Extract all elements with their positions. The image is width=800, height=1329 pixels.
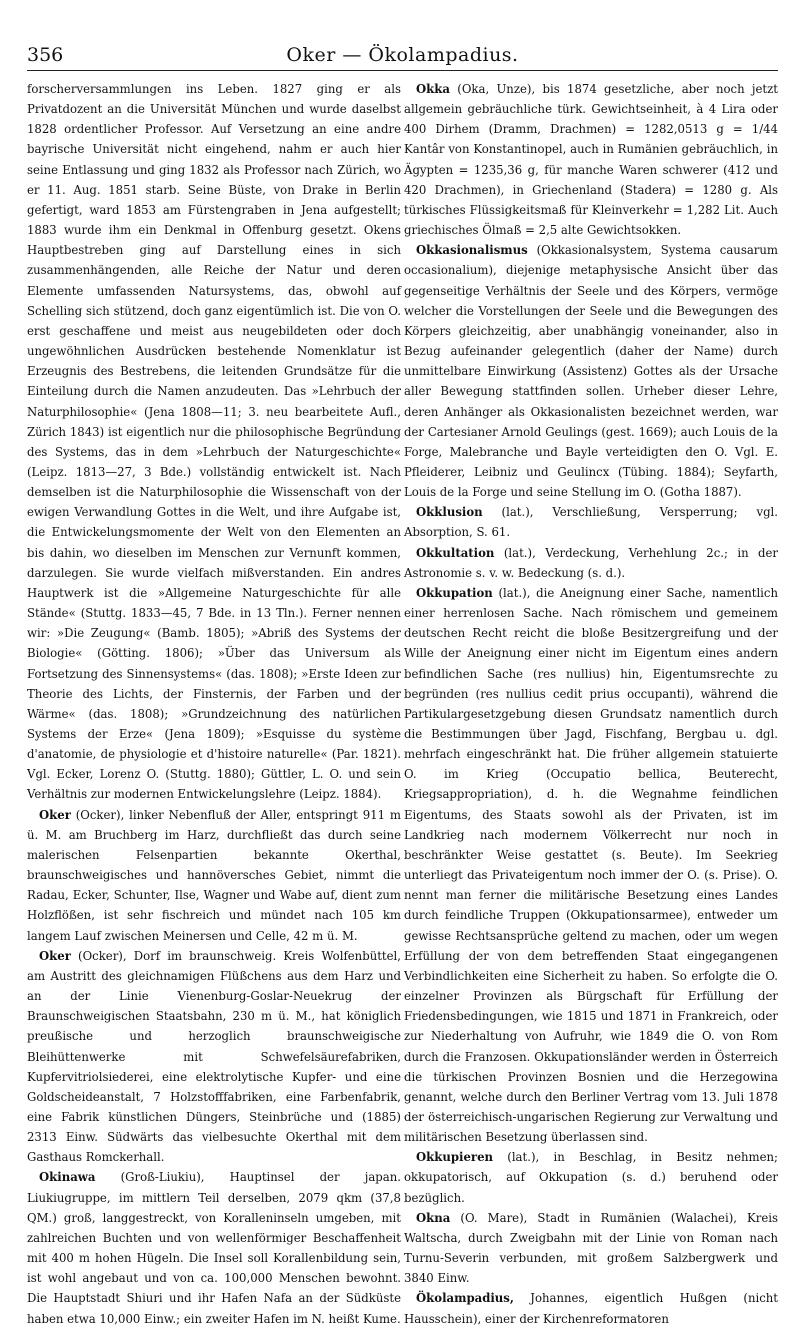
right-column [404,79,778,1329]
entry-okkultation [404,543,778,583]
entry-okklusion [404,502,778,542]
entry-head: Okkasionalismus [416,243,528,258]
entry-text: forscherversammlungen ins Leben. 1827 ging er als Privatdozent an die Universität München und wurde daselbst 1828 ordentlicher Professor. Auf Versetzung an eine andre bayrische Universität nicht eingehend, nahm er auch hier seine Entlassung und ging 1832 als Professor nach Zürich, wo er 11. Aug. 1851 starb. Seine Büste, von Drake in Berlin gefertigt, ward 1853 am Fürstengraben in Jena aufgestellt; 1883 wurde ihm ein Denkmal in Offenburg gesetzt. Okens Hauptbestreben ging auf Darstellung eines in sich zusammenhängenden, alle Reiche der Natur und deren Elemente umfassenden Natursystems, das, obwohl auf Schelling sich stützend, doch ganz eigentümlich ist. Die von O. erst geschaffene und meist aus neugebildeten oder doch ungewöhnlichen Ausdrücken bestehende Nomenklatur ist Erzeugnis des Bestrebens, die leitenden Grundsätze für die Einteilung durch die Namen anzudeuten. Das »Lehrbuch der Naturphilosophie« (Jena 1808—11; 3. neu bearbeitete Aufl., Zürich 1843) ist eigentlich nur die philosophische Begründung des Systems, das in dem »Lehrbuch der Naturgeschichte« (Leipz. 1813—27, 3 Bde.) vollständig entwickelt ist. Nach demselben ist die Naturphilosophie die Wissenschaft von der ewigen Verwandlung Gottes in die Welt, und ihre Aufgabe ist, die Entwickelungsmomente der Welt von den Elementen an bis dahin, wo dieselben im Menschen zur Vernunft kommen, darzulegen. Sie wurde vielfach mißverstanden. Ein andres Hauptwerk ist die »Allgemeine Naturgeschichte für alle Stände« (Stuttg. 1833—45, 7 Bde. in 13 Tln.). Ferner nennen wir: »Die Zeugung« (Bamb. 1805); »Abriß des Systems der Biologie« (Götting. 1806); »Über das Universum als Fortsetzung des Sinnensystems« (das. 1808); »Erste Ideen zur Theorie des Lichts, der Finsternis, der Farben und der Wärme« (das. 1808); »Grundzeichnung des natürlichen Systems der Erze« (Jena 1809); »Esquisse du système d'anatomie, de physiologie et d'histoire naturelle« (Par. 1821). Vgl. Ecker, Lorenz O. (Stuttg. 1880); Güttler, L. O. und sein Verhältnis zur modernen Entwickelungslehre (Leipz. 1884). [27,82,401,802]
entry-text: (lat.), Verschließung, Versperrung; vgl. Absorption, S. 61. [404,505,778,540]
entry-okna [404,1208,778,1289]
entry-text: (Okkasionalsystem, Systema causarum occasionalium), diejenige metaphysische Ansicht über das gegenseitige Verhältnis der Seele und des Körpers, vermöge welcher die Vorstellungen der Seele und die Bewegungen des Körpers gleichzeitig, aber unabhängig voneinander, also in Bezug aufeinander gelegentlich (daher der Name) durch unmittelbare Einwirkung (Assistenz) Gottes als der Ursache aller Bewegung stattfinden sollen. Urheber dieser Lehre, deren Anhänger als Okkasionalisten bezeichnet werden, war der Cartesianer Arnold Geulings (gest. 1669); auch Louis de la Forge, Malebranche und Bayle verteidigten den O. Vgl. E. Pfleiderer, Leibniz und Geulincx (Tübing. 1884); Seyfarth, Louis de la Forge und seine Stellung im O. (Gotha 1887). [404,243,778,500]
entry-text: (lat.), Verdeckung, Verhehlung 2c.; in der Astronomie s. v. w. Bedeckung (s. d.). [404,545,778,580]
entry-text: (lat.), in Beschlag, in Besitz nehmen; okkupatorisch, auf Okkupation (s. d.) beruhend oder bezüglich. [404,1150,778,1205]
entry-head: Okklusion [416,505,483,520]
two-column-body [27,79,778,1329]
entry-okkupation [404,583,778,1147]
entry-head: Oker [39,807,71,822]
left-column [27,79,401,1329]
entry-head: Okna [416,1210,451,1225]
entry-head: Ökolampadius, [416,1291,514,1306]
entry-text: (Ocker), linker Nebenfluß der Aller, entspringt 911 m ü. M. am Bruchberg im Harz, durchfließt das durch seine malerischen Felsenpartien bekannte Okerthal, braunschweigisches und hannöversches Gebiet, nimmt die Radau, Ecker, Schunter, Ilse, Wagner und Wabe auf, dient zum Holzflößen, ist sehr fischreich und mündet nach 105 km langem Lauf zwischen Meinersen und Celle, 42 m ü. M. [27,807,401,943]
entry-head: Okkupieren [416,1150,494,1165]
entry-head: Okinawa [39,1170,96,1185]
entry-text: (Groß-Liukiu), Hauptinsel der japan. Liukiugruppe, im mittlern Teil derselben, 2079 qkm (37,8 QM.) groß, langgestreckt, von Koralleninseln umgeben, mit zahlreichen Buchten und von wellenförmiger Beschaffenheit mit 400 m hohen Hügeln. Die Insel soll Korallenbildung sein, ist wohl angebaut und von ca. 100,000 Menschen bewohnt. Die Hauptstadt Shiuri und ihr Hafen Nafa an der Südküste haben etwa 10,000 Einw.; ein zweiter Hafen im N. heißt Kume. [27,1170,401,1326]
entry-continuation [27,79,401,805]
entry-text: Johannes, eigentlich Hußgen (nicht Hausschein), einer der Kirchenreformatoren [404,1291,778,1326]
page-header [27,42,778,71]
entry-okkupieren [404,1147,778,1207]
entry-okinawa [27,1167,401,1328]
entry-okka [404,79,778,240]
entry-head: Okkultation [416,545,495,560]
running-title: Oker — Ökolampadius. [286,44,519,66]
entry-oker-river [27,805,401,946]
entry-oker-village [27,946,401,1168]
page-number: 356 [27,44,64,66]
entry-head: Okka [416,82,450,96]
entry-head: Okkupation [416,585,493,600]
entry-text: (Oka, Unze), bis 1874 gesetzliche, aber noch jetzt allgemein gebräuchliche türk. Gewichtseinheit, à 4 Lira oder 400 Dirhem (Dramm, Drachmen) = 1282,0513 g = 1/44 Kantâr von Konstantinopel, auch in Rumänien gebräuchlich, in Ägypten = 1235,36 g, für manche Waren schwerer (412 und 420 Drachmen), in Griechenland (Stadera) = 1280 g. Als türkisches Flüssigkeitsmaß für Kleinverkehr = 1,282 Lit. Auch griechisches Ölmaß = 2,5 alte Gewichtsokken. [404,82,778,238]
entry-text: (Ocker), Dorf im braunschweig. Kreis Wolfenbüttel, am Austritt des gleichnamigen Flüßchens aus dem Harz und an der Linie Vienenburg-Goslar-Neuekrug der Braunschweigischen Staatsbahn, 230 m ü. M., hat königlich preußische und herzoglich braunschweigische Bleihüttenwerke mit Schwefelsäurefabriken, Kupfervitriolsiederei, eine elektrolytische Kupfer- und eine Goldscheideanstalt, 7 Holzstofffabriken, eine Farbenfabrik, eine Fabrik künstlichen Düngers, Steinbrüche und (1885) 2313 Einw. Südwärts das vielbesuchte Okerthal mit dem Gasthaus Romckerhall. [27,948,401,1165]
entry-okkasionalismus [404,240,778,502]
entry-text: (lat.), die Aneignung einer Sache, namentlich einer herrenlosen Sache. Nach römischem und gemeinem deutschen Recht reicht die bloße Besitzergreifung und der Wille der Aneignung einer nicht im Eigentum eines andern befindlichen Sache (res nullius) hin, Eigentumsrechte zu begründen (res nullius cedit prius occupanti), während die Partikulargesetzgebung diesen Grundsatz namentlich durch die Bestimmungen über Jagd, Fischfang, Bergbau u. dgl. mehrfach eingeschränkt hat. Die früher allgemein statuierte O. im Krieg (Occupatio bellica, Beuterecht, Kriegsappropriation), d. h. die Wegnahme feindlichen Eigentums, des Staats sowohl als der Privaten, ist im Landkrieg nach modernem Völkerrecht nur noch in beschränkter Weise gestattet (s. Beute). Im Seekrieg unterliegt das Privateigentum noch immer der O. (s. Prise). O. nennt man ferner die militärische Besetzung eines Landes durch feindliche Truppen (Okkupationsarmee), entweder um gewisse Rechtsansprüche geltend zu machen, oder um wegen Erfüllung der von dem betreffenden Staat eingegangenen Verbindlichkeiten eine Sicherheit zu haben. So erfolgte die O. einzelner Provinzen als Bürgschaft für Erfüllung der Friedensbedingungen, wie 1815 und 1871 in Frankreich, oder zur Niederhaltung von Aufruhr, wie 1849 die O. von Rom durch die Franzosen. Okkupationsländer werden in Österreich die türkischen Provinzen Bosnien und die Herzegowina genannt, welche durch den Berliner Vertrag vom 13. Juli 1878 der österreichisch-ungarischen Regierung zur Verwaltung und militärischen Besetzung überlassen sind. [404,585,778,1145]
entry-text: (O. Mare), Stadt in Rumänien (Walachei), Kreis Waltscha, durch Zweigbahn mit der Linie von Roman nach Turnu-Severin verbunden, mit großem Salzbergwerk und 3840 Einw. [404,1210,778,1286]
entry-oekolampadius [404,1288,778,1328]
entry-head: Oker [39,948,71,963]
